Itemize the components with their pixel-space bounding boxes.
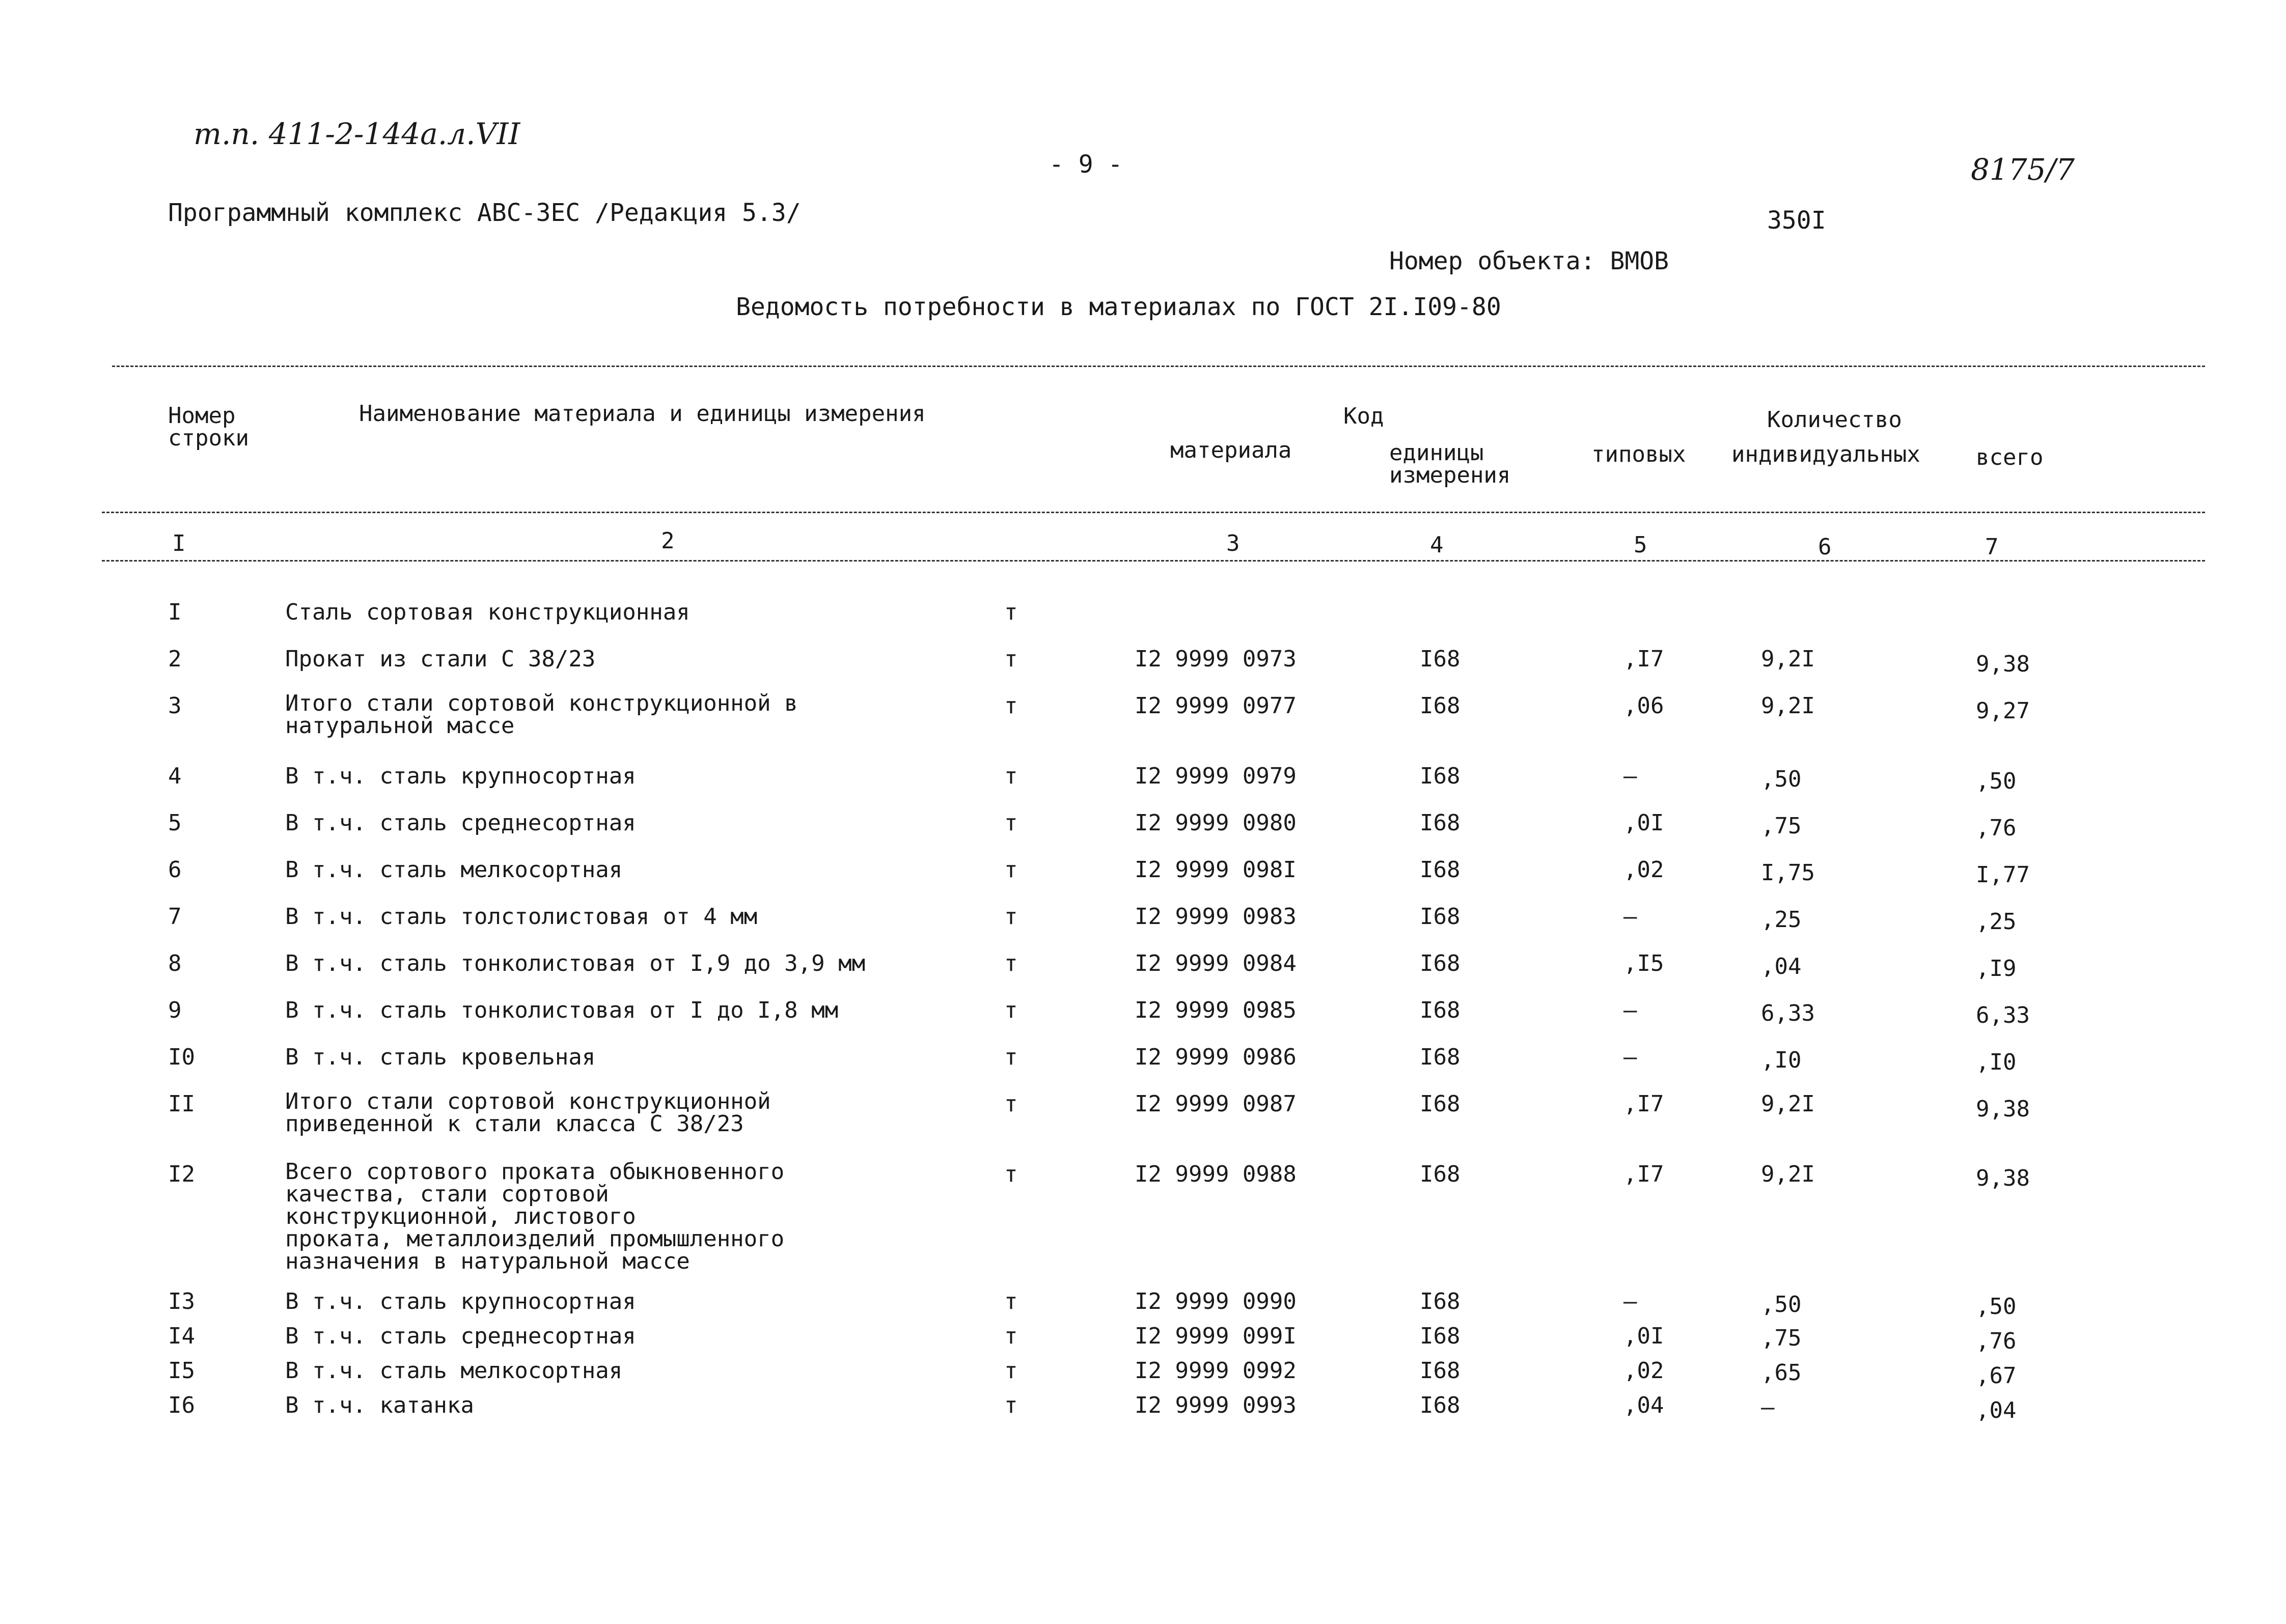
material-name: В т.ч. сталь мелкосортная [285, 857, 623, 883]
unit: т [1004, 1091, 1018, 1117]
material-code: I2 9999 0985 [1135, 997, 1297, 1023]
qty-total: 9,27 [1976, 698, 2030, 724]
page-number: - 9 - [1049, 150, 1123, 179]
material-name: Всего сортового проката обыкновенного качества, стали сортовой конструкционной, листового проката, металлоизделий промышленного назначения в натуральной массе [285, 1159, 785, 1274]
qty-total: 6,33 [1976, 1002, 2030, 1028]
object-number: Номер объекта: ВМОВ [1389, 247, 1669, 275]
qty-individual: ,65 [1761, 1360, 1802, 1386]
material-name: В т.ч. сталь тонколистовая от I,9 до 3,9 мм [285, 950, 866, 976]
material-name: В т.ч. сталь кровельная [285, 1044, 596, 1070]
material-code: I2 9999 0990 [1135, 1289, 1297, 1314]
row-number: II [168, 1091, 195, 1117]
material-code: I2 9999 0987 [1135, 1091, 1297, 1117]
header-material-code: материала [1170, 437, 1292, 463]
unit: т [1004, 1044, 1018, 1070]
row-number: 8 [168, 950, 182, 976]
document-title: Ведомость потребности в материалах по ГОСТ 2I.I09-80 [736, 293, 1501, 321]
qty-individual: – [1761, 1394, 1775, 1420]
column-number-2: 2 [661, 528, 675, 554]
qty-typical: ,0I [1623, 1323, 1664, 1349]
unit-code: I68 [1420, 1161, 1461, 1187]
unit-code: I68 [1420, 904, 1461, 930]
material-code: I2 9999 098I [1135, 857, 1297, 883]
row-number: 3 [168, 693, 182, 719]
qty-typical: – [1623, 1044, 1637, 1070]
material-name: Итого стали сортовой конструкционной в натуральной массе [285, 690, 798, 739]
row-number: I3 [168, 1289, 195, 1314]
unit: т [1004, 1161, 1018, 1187]
qty-typical: ,04 [1623, 1392, 1664, 1418]
qty-individual: ,50 [1761, 766, 1802, 792]
material-code: I2 9999 0993 [1135, 1392, 1297, 1418]
qty-total: 9,38 [1976, 1165, 2030, 1191]
qty-total: ,I0 [1976, 1049, 2017, 1075]
qty-total: 9,38 [1976, 1096, 2030, 1122]
material-code: I2 9999 0979 [1135, 763, 1297, 789]
qty-typical: ,02 [1623, 857, 1664, 883]
header-quantity-group: Количество [1767, 407, 1902, 433]
unit-code: I68 [1420, 1091, 1461, 1117]
program-header: Программный комплекс АВС-ЗЕС /Редакция 5.3/ [168, 199, 801, 227]
qty-typical: – [1623, 1289, 1637, 1314]
material-name: В т.ч. сталь толстолистовая от 4 мм [285, 904, 758, 930]
qty-typical: ,02 [1623, 1358, 1664, 1384]
column-number-7: 7 [1985, 534, 1999, 560]
header-individual: индивидуальных [1731, 441, 1920, 467]
material-name: В т.ч. сталь мелкосортная [285, 1358, 623, 1384]
unit: т [1004, 950, 1018, 976]
column-number-1: I [172, 530, 186, 556]
qty-individual: ,04 [1761, 954, 1802, 979]
qty-total: ,I9 [1976, 956, 2017, 982]
qty-individual: 9,2I [1761, 646, 1815, 672]
row-number: 5 [168, 810, 182, 836]
material-code: I2 9999 099I [1135, 1323, 1297, 1349]
unit-code: I68 [1420, 1044, 1461, 1070]
header-code-group: Код [1343, 403, 1384, 429]
qty-individual: 6,33 [1761, 1000, 1815, 1026]
material-code: I2 9999 0983 [1135, 904, 1297, 930]
material-name: В т.ч. сталь тонколистовая от I до I,8 мм [285, 997, 839, 1023]
header-row-number: Номер строки [168, 403, 249, 451]
qty-typical: ,I5 [1623, 950, 1664, 976]
material-name: В т.ч. сталь крупносортная [285, 763, 636, 789]
qty-total: ,25 [1976, 909, 2017, 935]
qty-typical: – [1623, 904, 1637, 930]
unit-code: I68 [1420, 1392, 1461, 1418]
header-unit-code: единицы измерения [1389, 440, 1511, 488]
qty-individual: ,25 [1761, 907, 1802, 933]
handwritten-archive-number: 8175/7 [1971, 152, 2075, 187]
qty-typical: – [1623, 763, 1637, 789]
unit: т [1004, 763, 1018, 789]
unit-code: I68 [1420, 857, 1461, 883]
column-number-4: 4 [1430, 532, 1444, 558]
column-number-3: 3 [1226, 530, 1240, 556]
material-code: I2 9999 0988 [1135, 1161, 1297, 1187]
unit-code: I68 [1420, 1289, 1461, 1314]
unit: т [1004, 857, 1018, 883]
qty-typical: – [1623, 997, 1637, 1023]
qty-individual: ,I0 [1761, 1047, 1802, 1073]
material-name: В т.ч. катанка [285, 1392, 474, 1418]
row-number: I6 [168, 1392, 195, 1418]
unit: т [1004, 1289, 1018, 1314]
material-name: В т.ч. сталь среднесортная [285, 810, 636, 836]
material-name: Прокат из стали С 38/23 [285, 646, 596, 672]
row-number: 6 [168, 857, 182, 883]
row-number: I5 [168, 1358, 195, 1384]
handwritten-corner-note: т.п. 411-2-144а.л.VII [194, 117, 520, 151]
unit-code: I68 [1420, 763, 1461, 789]
unit: т [1004, 997, 1018, 1023]
material-name: Итого стали сортовой конструкционной приведенной к стали класса С 38/23 [285, 1088, 771, 1137]
row-number: I [168, 599, 182, 625]
row-number: 7 [168, 904, 182, 930]
material-name: Сталь сортовая конструкционная [285, 599, 690, 625]
unit: т [1004, 1323, 1018, 1349]
rule-top [112, 366, 2205, 367]
rule-middle [102, 512, 2205, 513]
unit-code: I68 [1420, 1323, 1461, 1349]
header-total: всего [1976, 444, 2044, 470]
qty-individual: 9,2I [1761, 1161, 1815, 1187]
unit-code: I68 [1420, 810, 1461, 836]
row-number: I2 [168, 1161, 195, 1187]
qty-typical: ,I7 [1623, 1091, 1664, 1117]
unit: т [1004, 693, 1018, 719]
unit-code: I68 [1420, 950, 1461, 976]
qty-individual: I,75 [1761, 860, 1815, 886]
qty-typical: ,I7 [1623, 1161, 1664, 1187]
qty-typical: ,0I [1623, 810, 1664, 836]
qty-total: ,76 [1976, 815, 2017, 841]
qty-typical: ,I7 [1623, 646, 1664, 672]
unit-code: I68 [1420, 1358, 1461, 1384]
qty-individual: ,75 [1761, 1325, 1802, 1351]
row-number: I4 [168, 1323, 195, 1349]
qty-individual: 9,2I [1761, 1091, 1815, 1117]
column-number-6: 6 [1818, 534, 1832, 560]
material-code: I2 9999 0992 [1135, 1358, 1297, 1384]
row-number: I0 [168, 1044, 195, 1070]
qty-total: ,67 [1976, 1363, 2017, 1389]
qty-individual: ,50 [1761, 1292, 1802, 1318]
qty-total: I,77 [1976, 862, 2030, 888]
material-code: I2 9999 0973 [1135, 646, 1297, 672]
row-number: 2 [168, 646, 182, 672]
unit: т [1004, 1392, 1018, 1418]
qty-total: ,50 [1976, 1294, 2017, 1320]
row-number: 9 [168, 997, 182, 1023]
unit: т [1004, 646, 1018, 672]
qty-total: ,76 [1976, 1328, 2017, 1354]
unit: т [1004, 904, 1018, 930]
header-typical: типовых [1591, 441, 1686, 467]
unit-code: I68 [1420, 997, 1461, 1023]
qty-total: ,50 [1976, 768, 2017, 794]
unit-code: I68 [1420, 646, 1461, 672]
rule-bottom [102, 560, 2205, 562]
unit: т [1004, 599, 1018, 625]
unit: т [1004, 1358, 1018, 1384]
column-number-5: 5 [1634, 532, 1647, 558]
qty-typical: ,06 [1623, 693, 1664, 719]
row-number: 4 [168, 763, 182, 789]
header-name: Наименование материала и единицы измерения [359, 401, 926, 427]
material-name: В т.ч. сталь среднесортная [285, 1323, 636, 1349]
qty-individual: 9,2I [1761, 693, 1815, 719]
unit-code: I68 [1420, 693, 1461, 719]
unit: т [1004, 810, 1018, 836]
qty-total: 9,38 [1976, 651, 2030, 677]
material-code: I2 9999 0986 [1135, 1044, 1297, 1070]
material-code: I2 9999 0984 [1135, 950, 1297, 976]
material-name: В т.ч. сталь крупносортная [285, 1289, 636, 1314]
material-code: I2 9999 0977 [1135, 693, 1297, 719]
qty-individual: ,75 [1761, 813, 1802, 839]
document-code: 350I [1767, 206, 1826, 235]
material-code: I2 9999 0980 [1135, 810, 1297, 836]
qty-total: ,04 [1976, 1397, 2017, 1423]
